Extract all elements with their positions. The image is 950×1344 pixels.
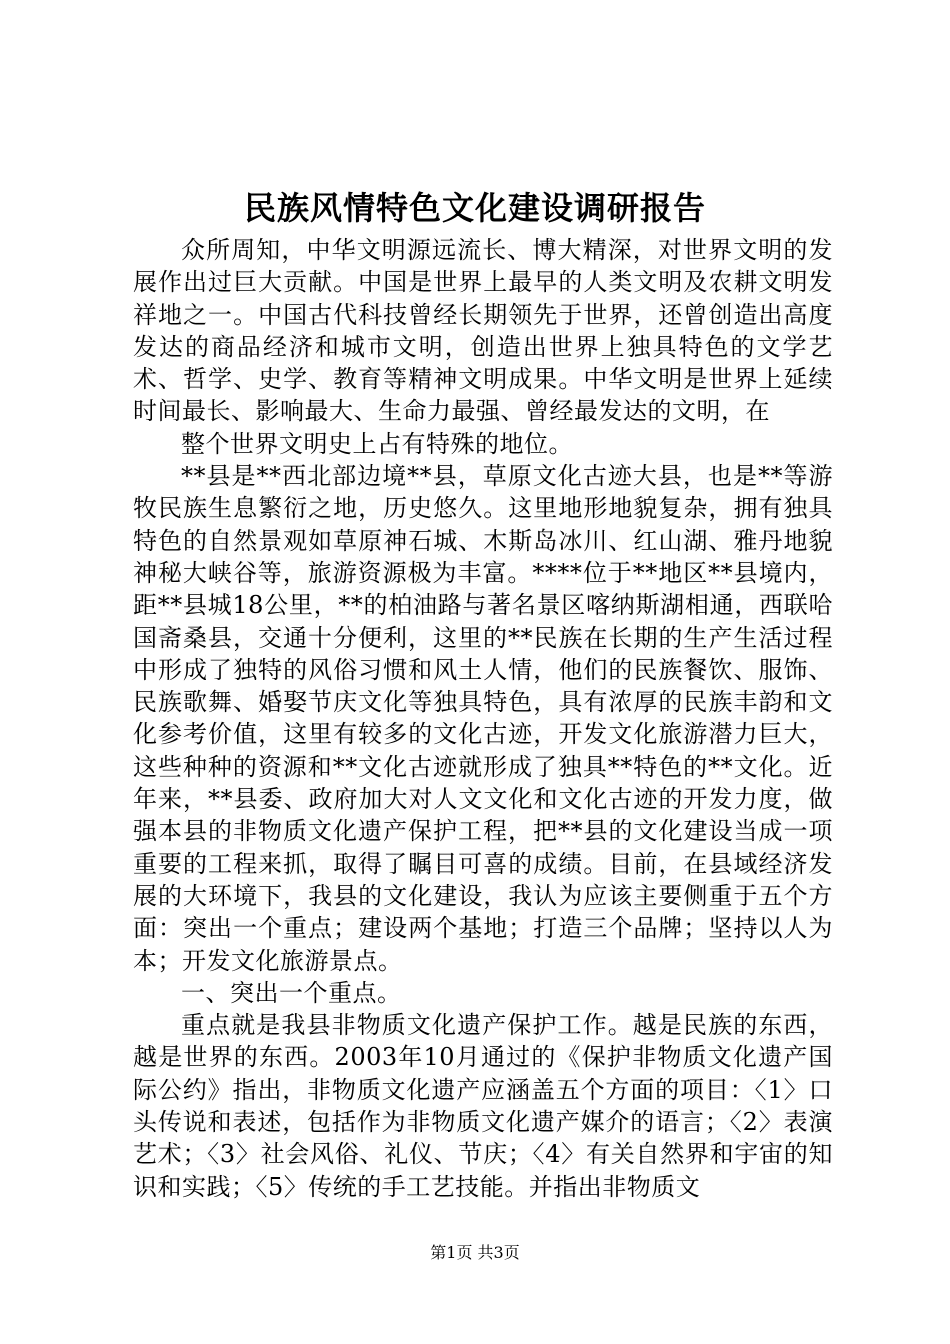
document-title: 民族风情特色文化建设调研报告 [243,189,706,227]
paragraph-heritage-protection: 重点就是我县非物质文化遗产保护工作。越是民族的东西，越是世界的东西。2003年10月通过的《保护非物质文化遗产国际公约》指出，非物质文化遗产应涵盖五个方面的项目：〈1〉口头传说和表述，包括作为非物质文化遗产媒介的语言；〈2〉表演艺术；〈3〉社会风俗、礼仪、节庆；〈4〉有关自然界和宇宙的知识和实践；〈5〉传统的手工艺技能。并指出非物质文 [133,1011,833,1201]
page-footer: 第1页 共3页 [430,1243,520,1262]
paragraph-intro-continued: 整个世界文明史上占有特殊的地位。 [181,429,573,458]
section-heading-1: 一、突出一个重点。 [181,978,402,1007]
paragraph-county-overview: **县是**西北部边境**县，草原文化古迹大县，也是**等游牧民族生息繁衍之地，历史悠久。这里地形地貌复杂，拥有独具特色的自然景观如草原神石城、木斯岛冰川、红山湖、雅丹地貌神秘大峡谷等，旅游资源极为丰富。****位于**地区**县境内，距**县城18公里，**的柏油路与著名景区喀纳斯湖相通，西联哈国斋桑县，交通十分便利，这里的**民族在长期的生产生活过程中形成了独特的风俗习惯和风土人情，他们的民族餐饮、服饰、民族歌舞、婚娶节庆文化等独具特色，具有浓厚的民族丰韵和文化参考价值，这里有较多的文化古迹，开发文化旅游潜力巨大，这些种种的资源和**文化古迹就形成了独具**特色的**文化。近年来，**县委、政府加大对人文文化和文化古迹的开发力度，做强本县的非物质文化遗产保护工程，把**县的文化建设当成一项重要的工程来抓，取得了瞩目可喜的成绩。目前，在县域经济发展的大环境下，我县的文化建设，我认为应该主要侧重于五个方面：突出一个重点；建设两个基地；打造三个品牌；坚持以人为本；开发文化旅游景点。 [133,462,833,975]
paragraph-intro: 众所周知，中华文明源远流长、博大精深，对世界文明的发展作出过巨大贡献。中国是世界上最早的人类文明及农耕文明发祥地之一。中国古代科技曾经长期领先于世界，还曾创造出高度发达的商品经济和城市文明，创造出世界上独具特色的文学艺术、哲学、史学、教育等精神文明成果。中华文明是世界上延续时间最长、影响最大、生命力最强、曾经最发达的文明，在 [133,236,833,426]
document-body [133,234,833,1203]
